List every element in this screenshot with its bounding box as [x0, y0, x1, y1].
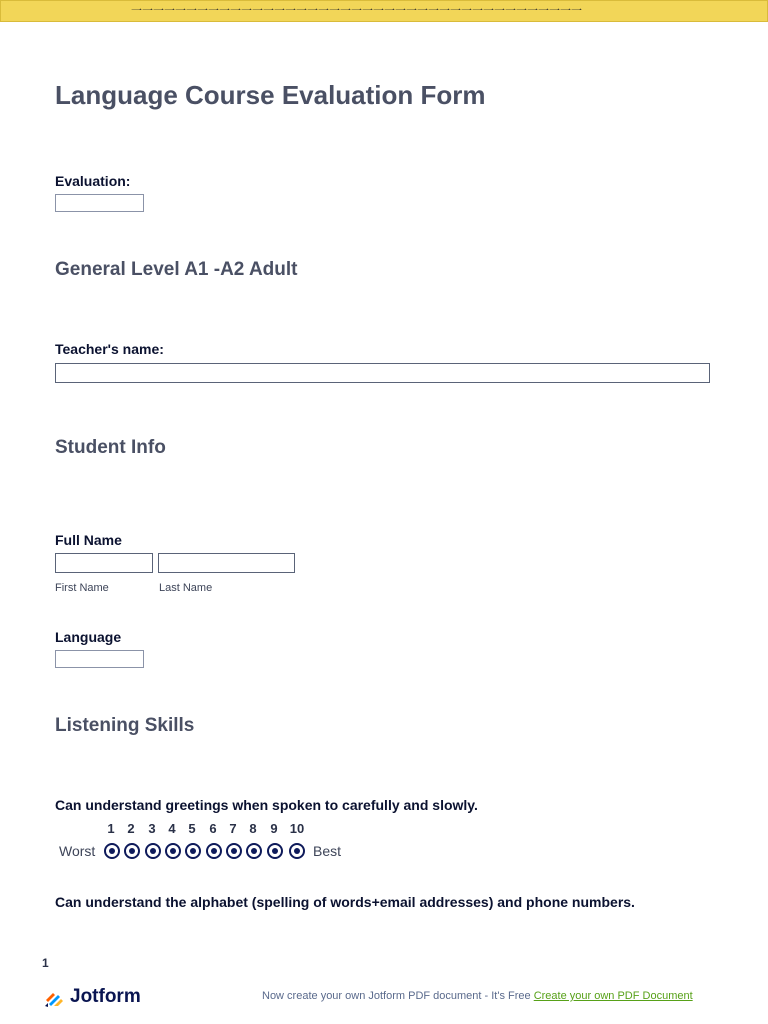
scale-number-6: 6 [209, 821, 217, 836]
jotform-logo [44, 986, 141, 1008]
scale-number-10: 10 [289, 821, 305, 836]
rating-radio-4[interactable] [165, 843, 181, 859]
teacher-name-field[interactable] [55, 363, 710, 383]
create-pdf-link[interactable]: Create your own PDF Document [533, 990, 693, 1002]
form-title: Language Course Evaluation Form [55, 80, 486, 110]
jotform-logo-text: Jotform [70, 986, 141, 1007]
evaluation-label: Evaluation: [55, 173, 131, 189]
full-name-label: Full Name [55, 532, 122, 548]
rating-radio-7[interactable] [226, 843, 242, 859]
question-alphabet: Can understand the alphabet (spelling of words+email addresses) and phone numbers. [55, 894, 635, 910]
first-name-sublabel: First Name [55, 582, 109, 594]
section-heading-listening-skills: Listening Skills [55, 715, 195, 736]
scale-number-5: 5 [188, 821, 196, 836]
rating-radio-3[interactable] [145, 843, 161, 859]
rating-radio-6[interactable] [206, 843, 222, 859]
scale-number-3: 3 [148, 821, 156, 836]
last-name-field[interactable] [158, 553, 295, 573]
question-greetings: Can understand greetings when spoken to carefully and slowly. [55, 797, 478, 813]
evaluation-field[interactable] [55, 194, 144, 212]
first-name-field[interactable] [55, 553, 153, 573]
banner-text: ⼀⼀⼀⼀⼀⼀⼀⼀⼀⼀⼀⼀⼀⼀⼀⼀⼀⼀⼀⼀⼀⼀⼀⼀⼀⼀⼀⼀⼀⼀⼀⼀⼀⼀⼀⼀⼀⼀⼀⼀⼀ [131, 4, 582, 17]
scale-number-8: 8 [249, 821, 257, 836]
scale-high-label: Best [313, 843, 342, 859]
teacher-name-label: Teacher's name: [55, 341, 164, 357]
rating-radio-10[interactable] [289, 843, 305, 859]
scale-number-7: 7 [229, 821, 237, 836]
page-number: 1 [42, 956, 49, 970]
rating-radio-5[interactable] [185, 843, 201, 859]
section-heading-student-info: Student Info [55, 437, 166, 458]
footer-promo [262, 990, 693, 1002]
language-field[interactable] [55, 650, 144, 668]
section-heading-general-level: General Level A1 -A2 Adult [55, 259, 298, 280]
scale-number-4: 4 [168, 821, 176, 836]
scale-number-2: 2 [127, 821, 135, 836]
rating-radio-8[interactable] [246, 843, 262, 859]
top-banner [0, 0, 768, 22]
language-label: Language [55, 629, 122, 645]
rating-radio-9[interactable] [267, 843, 283, 859]
jotform-logo-icon [44, 986, 66, 1008]
scale-low-label: Worst [59, 843, 96, 859]
last-name-sublabel: Last Name [159, 582, 213, 594]
footer-promo-text: Now create your own Jotform PDF document - It's Free [262, 990, 534, 1002]
scale-number-9: 9 [270, 821, 278, 836]
rating-radio-2[interactable] [124, 843, 140, 859]
rating-radio-1[interactable] [104, 843, 120, 859]
scale-number-1: 1 [107, 821, 115, 836]
